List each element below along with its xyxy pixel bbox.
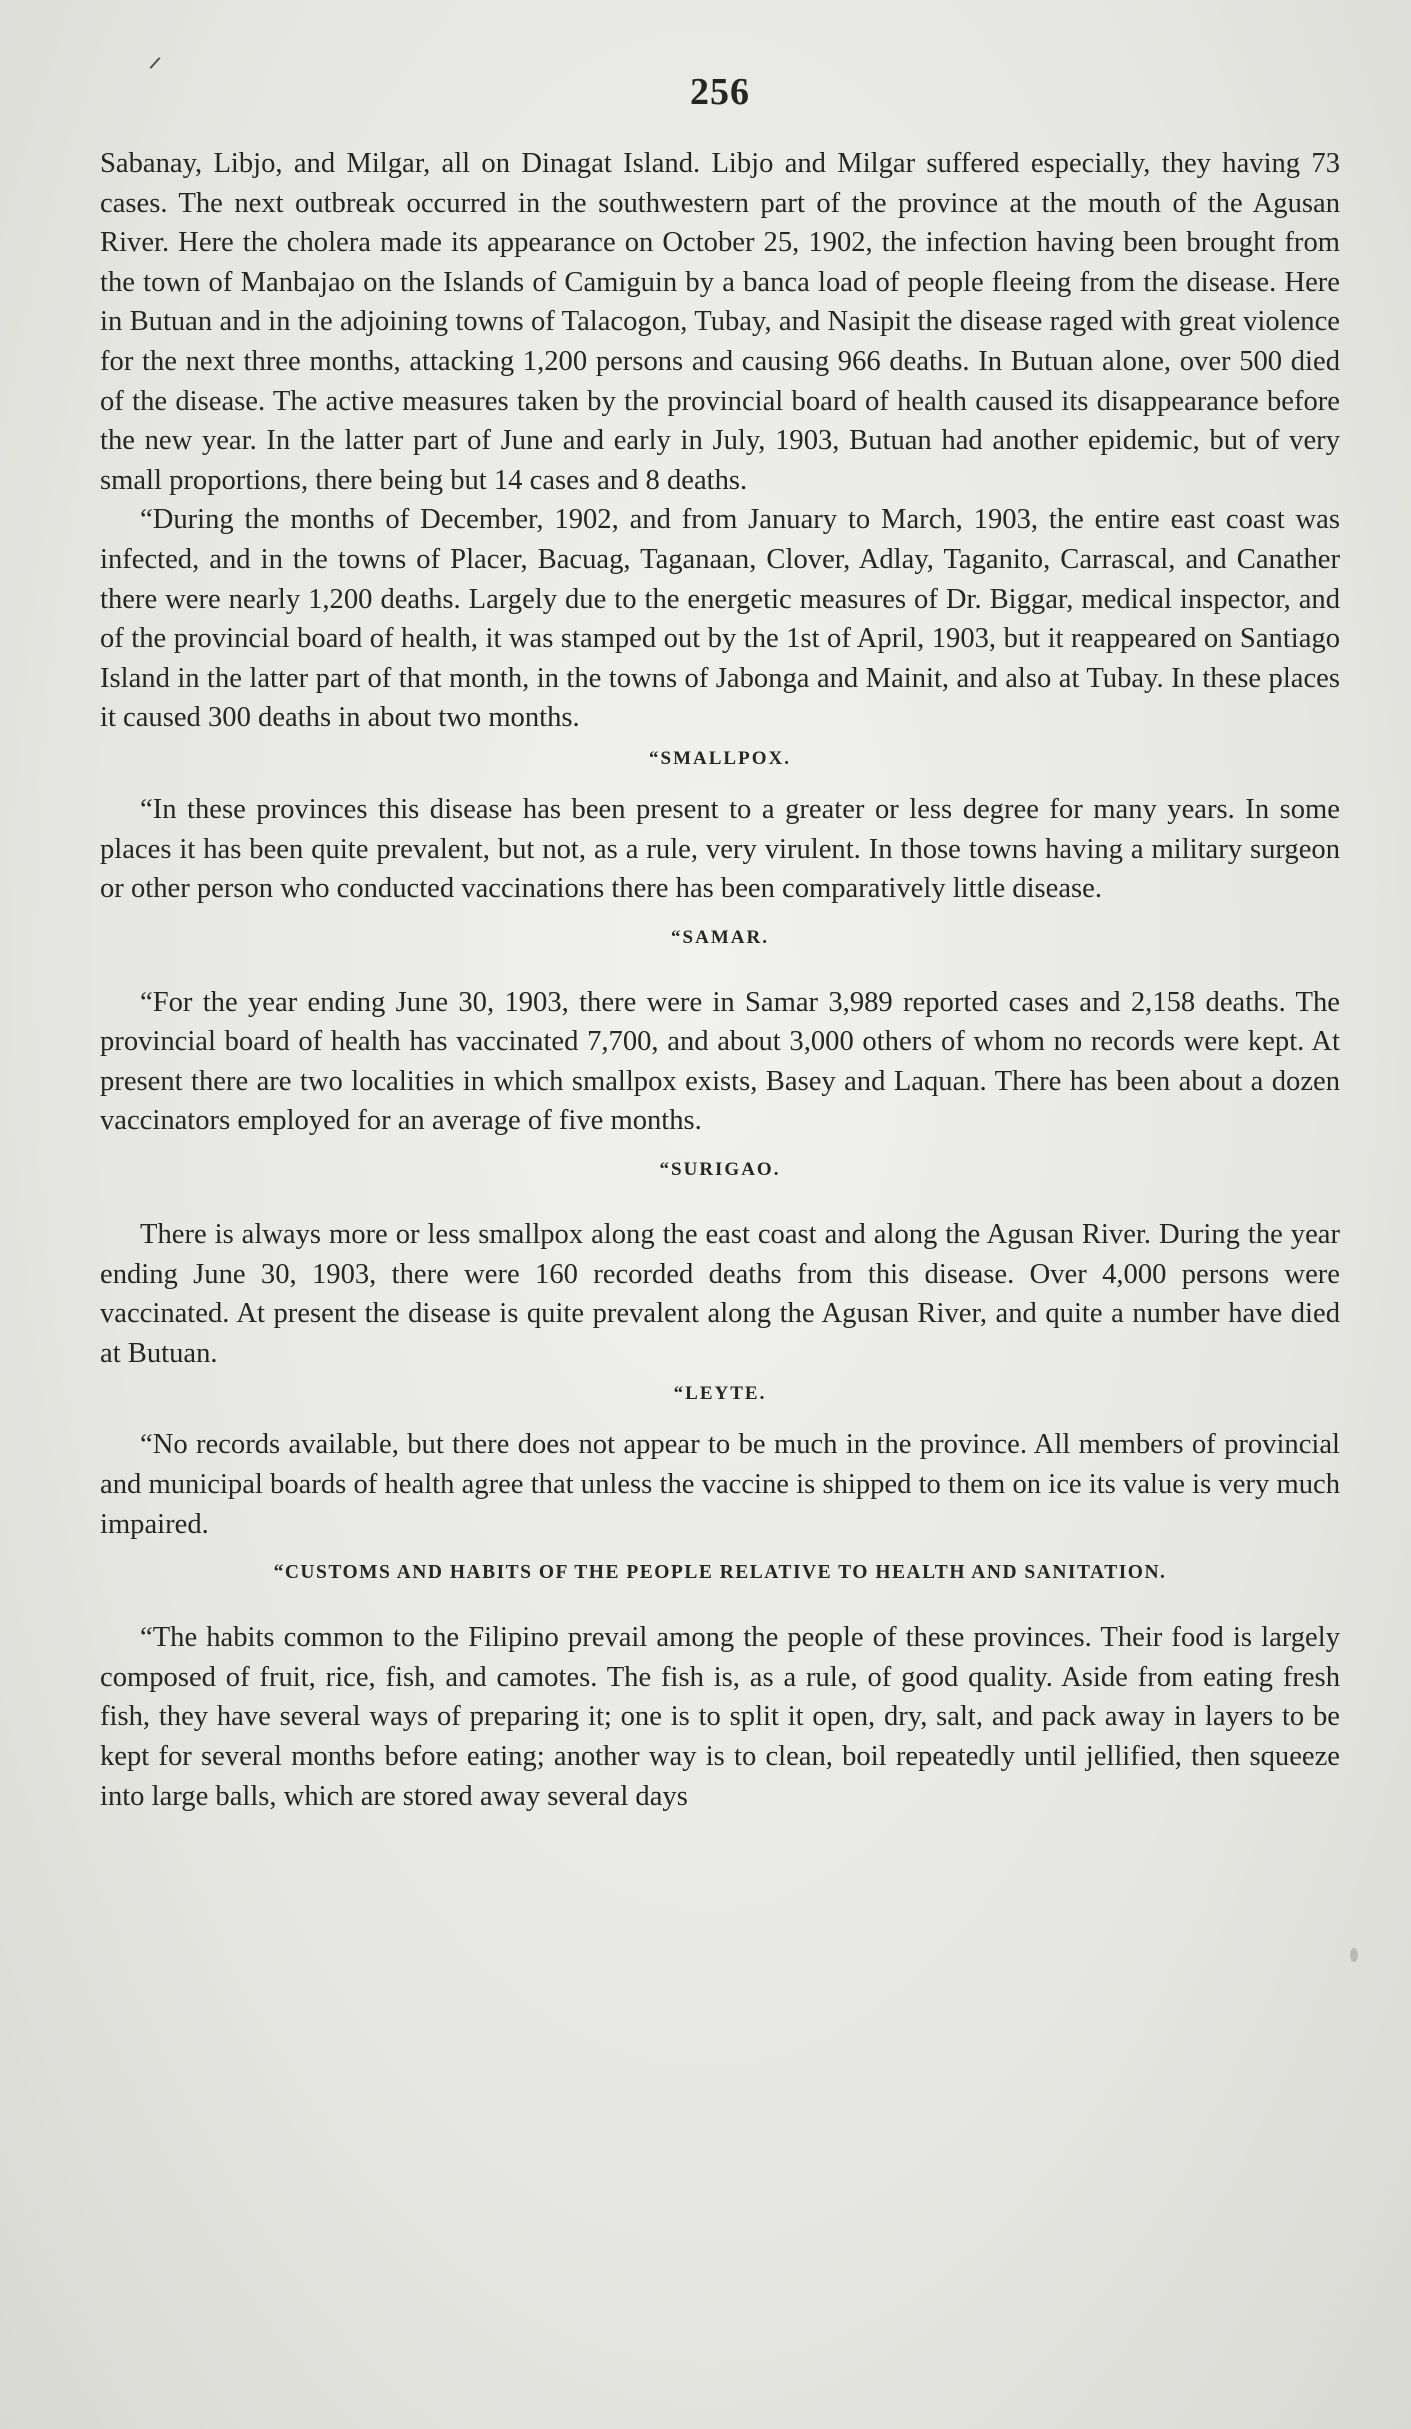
paragraph-surigao: There is always more or less smallpox along the east coast and along the Agusan River. During the year ending June 30, 1903, there were 160 recorded deaths from this disease. Over 4,000 persons were vaccinated. At present the disease is quite prevalent along the Agusan River, and quite a number have died at Butuan. [100, 1219, 1340, 1369]
heading-samar: “SAMAR. [671, 926, 769, 948]
paragraph-samar: “For the year ending June 30, 1903, there were in Samar 3,989 reported cases and 2,158 deaths. The provincial board of health has vaccinated 7,700, and about 3,000 others of whom no records were kept. At present there are two localities in which smallpox exists, Basey and Laquan. There has been about a dozen vaccinators employed for an average of five months. [100, 986, 1340, 1137]
heading-leyte: “LEYTE. [673, 1383, 767, 1405]
paragraph-leyte: “No records available, but there does not appear to be much in the province. All members of provincial and municipal boards of health agree that unless the vaccine is shipped to them on ice its value is very much impaired. [100, 1429, 1340, 1540]
paragraph-smallpox-intro: “In these provinces this disease has been present to a greater or less degree for many years. In some places it has been quite prevalent, but not, as a rule, very virulent. In those towns having a military surgeon or other person who conducted vaccinations there has been comparatively little disease. [100, 793, 1340, 905]
document-page [100, 70, 1340, 1816]
heading-customs-and-habits: “CUSTOMS AND HABITS OF THE PEOPLE RELATIVE TO HEALTH AND SANITATION. [273, 1562, 1167, 1584]
page-number: 256 [690, 71, 750, 113]
paper-blemish [1350, 1948, 1358, 1962]
heading-smallpox: “SMALLPOX. [649, 747, 791, 769]
heading-surigao: “SURIGAO. [659, 1159, 781, 1181]
paragraph-customs: “The habits common to the Filipino prevail among the people of these provinces. Their food is largely composed of fruit, rice, fish, and camotes. The fish is, as a rule, of good quality. Aside from eating fresh fish, they have several ways of preparing it; one is to split it open, dry, salt, and pack away in layers to be kept for several months before eating; another way is to clean, boil repeatedly until jellified, then squeeze into large balls, which are stored away several days [100, 1622, 1340, 1812]
paragraph-cholera-east-coast: “During the months of December, 1902, and from January to March, 1903, the entire east coast was infected, and in the towns of Placer, Bacuag, Taganaan, Clover, Adlay, Taganito, Carrascal, and Canather there were nearly 1,200 deaths. Largely due to the energetic measures of Dr. Biggar, medical inspector, and of the provincial board of health, it was stamped out by the 1st of April, 1903, but it reappeared on Santiago Island in the latter part of that month, in the towns of Jabonga and Mainit, and also at Tubay. In these places it caused 300 deaths in about two months. [100, 504, 1340, 734]
stray-pen-mark [150, 57, 161, 69]
paragraph-cholera-agusan: Sabanay, Libjo, and Milgar, all on Dinagat Island. Libjo and Milgar suffered especially, they having 73 cases. The next outbreak occurred in the southwestern part of the province at the mouth of the Agusan River. Here the cholera made its appearance on October 25, 1902, the infection having been brought from the town of Manbajao on the Islands of Camiguin by a banca load of people fleeing from the disease. Here in Butuan and in the adjoining towns of Talacogon, Tubay, and Nasipit the disease raged with great violence for the next three months, attacking 1,200 persons and causing 966 deaths. In Butuan alone, over 500 died of the disease. The active measures taken by the provincial board of health caused its disappearance before the new year. In the latter part of June and early in July, 1903, Butuan had another epidemic, but of very small proportions, there being but 14 cases and 8 deaths. [100, 148, 1340, 496]
